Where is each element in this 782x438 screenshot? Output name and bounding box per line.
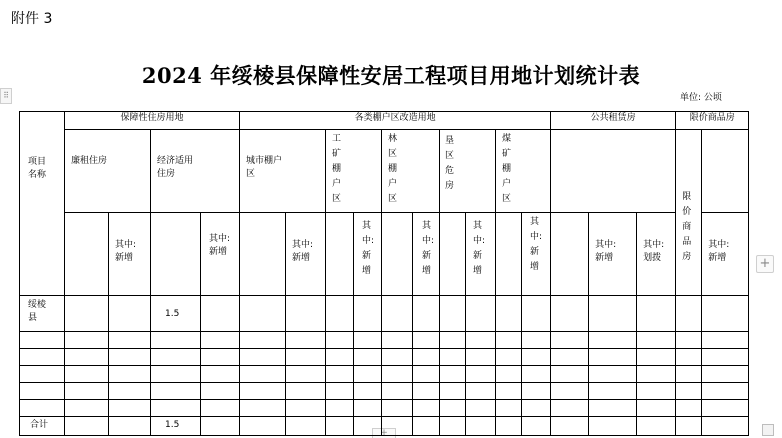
header-reclamation-new: 其中:新增 [466, 213, 496, 296]
header-reclamation-shanty: 垦区危房 [440, 130, 496, 213]
table-row-total [20, 417, 749, 436]
header-row-1 [20, 112, 749, 130]
table-row [20, 332, 749, 349]
table-row [20, 366, 749, 383]
table-move-handle-icon[interactable]: ⠿ [0, 88, 12, 104]
header-forest-new: 其中:新增 [413, 213, 440, 296]
header-economic-total [151, 213, 201, 296]
table-row [20, 296, 749, 332]
unit-label: 单位: 公顷 [680, 93, 722, 103]
land-plan-table [19, 111, 749, 436]
header-project-name: 项目名称 [20, 112, 65, 296]
header-public-rent-blank [551, 130, 676, 213]
header-urban-total [240, 213, 286, 296]
table-row [20, 383, 749, 400]
header-public-rent-new: 其中:新增 [589, 213, 637, 296]
header-public-rent-allocated: 其中:划拨 [637, 213, 676, 296]
attachment-label: 附件 3 [11, 11, 53, 27]
header-security-housing: 保障性住房用地 [65, 112, 240, 130]
header-economic-new: 其中:新增 [201, 213, 240, 296]
header-row-2 [20, 130, 749, 213]
header-row-3 [20, 213, 749, 296]
header-coal-shanty: 煤矿棚户区 [496, 130, 551, 213]
header-coal-total [496, 213, 522, 296]
header-coal-new: 其中:新增 [522, 213, 551, 296]
header-shantytown: 各类棚户区改造用地 [240, 112, 551, 130]
add-column-plus-icon[interactable]: + [756, 255, 774, 273]
header-reclamation-total [440, 213, 466, 296]
add-row-plus-icon[interactable]: + [372, 428, 396, 438]
row-total-economic-value: 1.5 [151, 417, 201, 436]
header-forest-shanty: 林区棚户区 [382, 130, 440, 213]
header-forest-total [382, 213, 413, 296]
header-urban-new: 其中:新增 [286, 213, 326, 296]
table-row [20, 349, 749, 366]
header-industrial-new: 其中:新增 [354, 213, 382, 296]
row-name-total: 合计 [20, 417, 65, 436]
page-title: 2024 年绥棱县保障性安居工程项目用地计划统计表 [141, 63, 641, 88]
header-low-rent-new: 其中:新增 [109, 213, 151, 296]
header-public-rent-total [551, 213, 589, 296]
header-industrial-shanty: 工矿棚户区 [326, 130, 382, 213]
corner-marker-icon [762, 424, 774, 436]
header-public-rent: 公共租赁房 [551, 112, 676, 130]
row-suiling-economic-value: 1.5 [151, 296, 201, 332]
header-economic: 经济适用住房 [151, 130, 240, 213]
header-low-rent-total [65, 213, 109, 296]
row-name-suiling: 绥棱县 [20, 296, 65, 332]
header-limited-new: 其中:新增 [702, 213, 749, 296]
header-urban-shanty: 城市棚户区 [240, 130, 326, 213]
header-low-rent: 廉租住房 [65, 130, 151, 213]
header-limited-blank [702, 130, 749, 213]
header-limited-price-housing: 限价商品房 [676, 130, 702, 296]
table-row [20, 400, 749, 417]
header-industrial-total [326, 213, 354, 296]
header-limited-price: 限价商品房 [676, 112, 749, 130]
